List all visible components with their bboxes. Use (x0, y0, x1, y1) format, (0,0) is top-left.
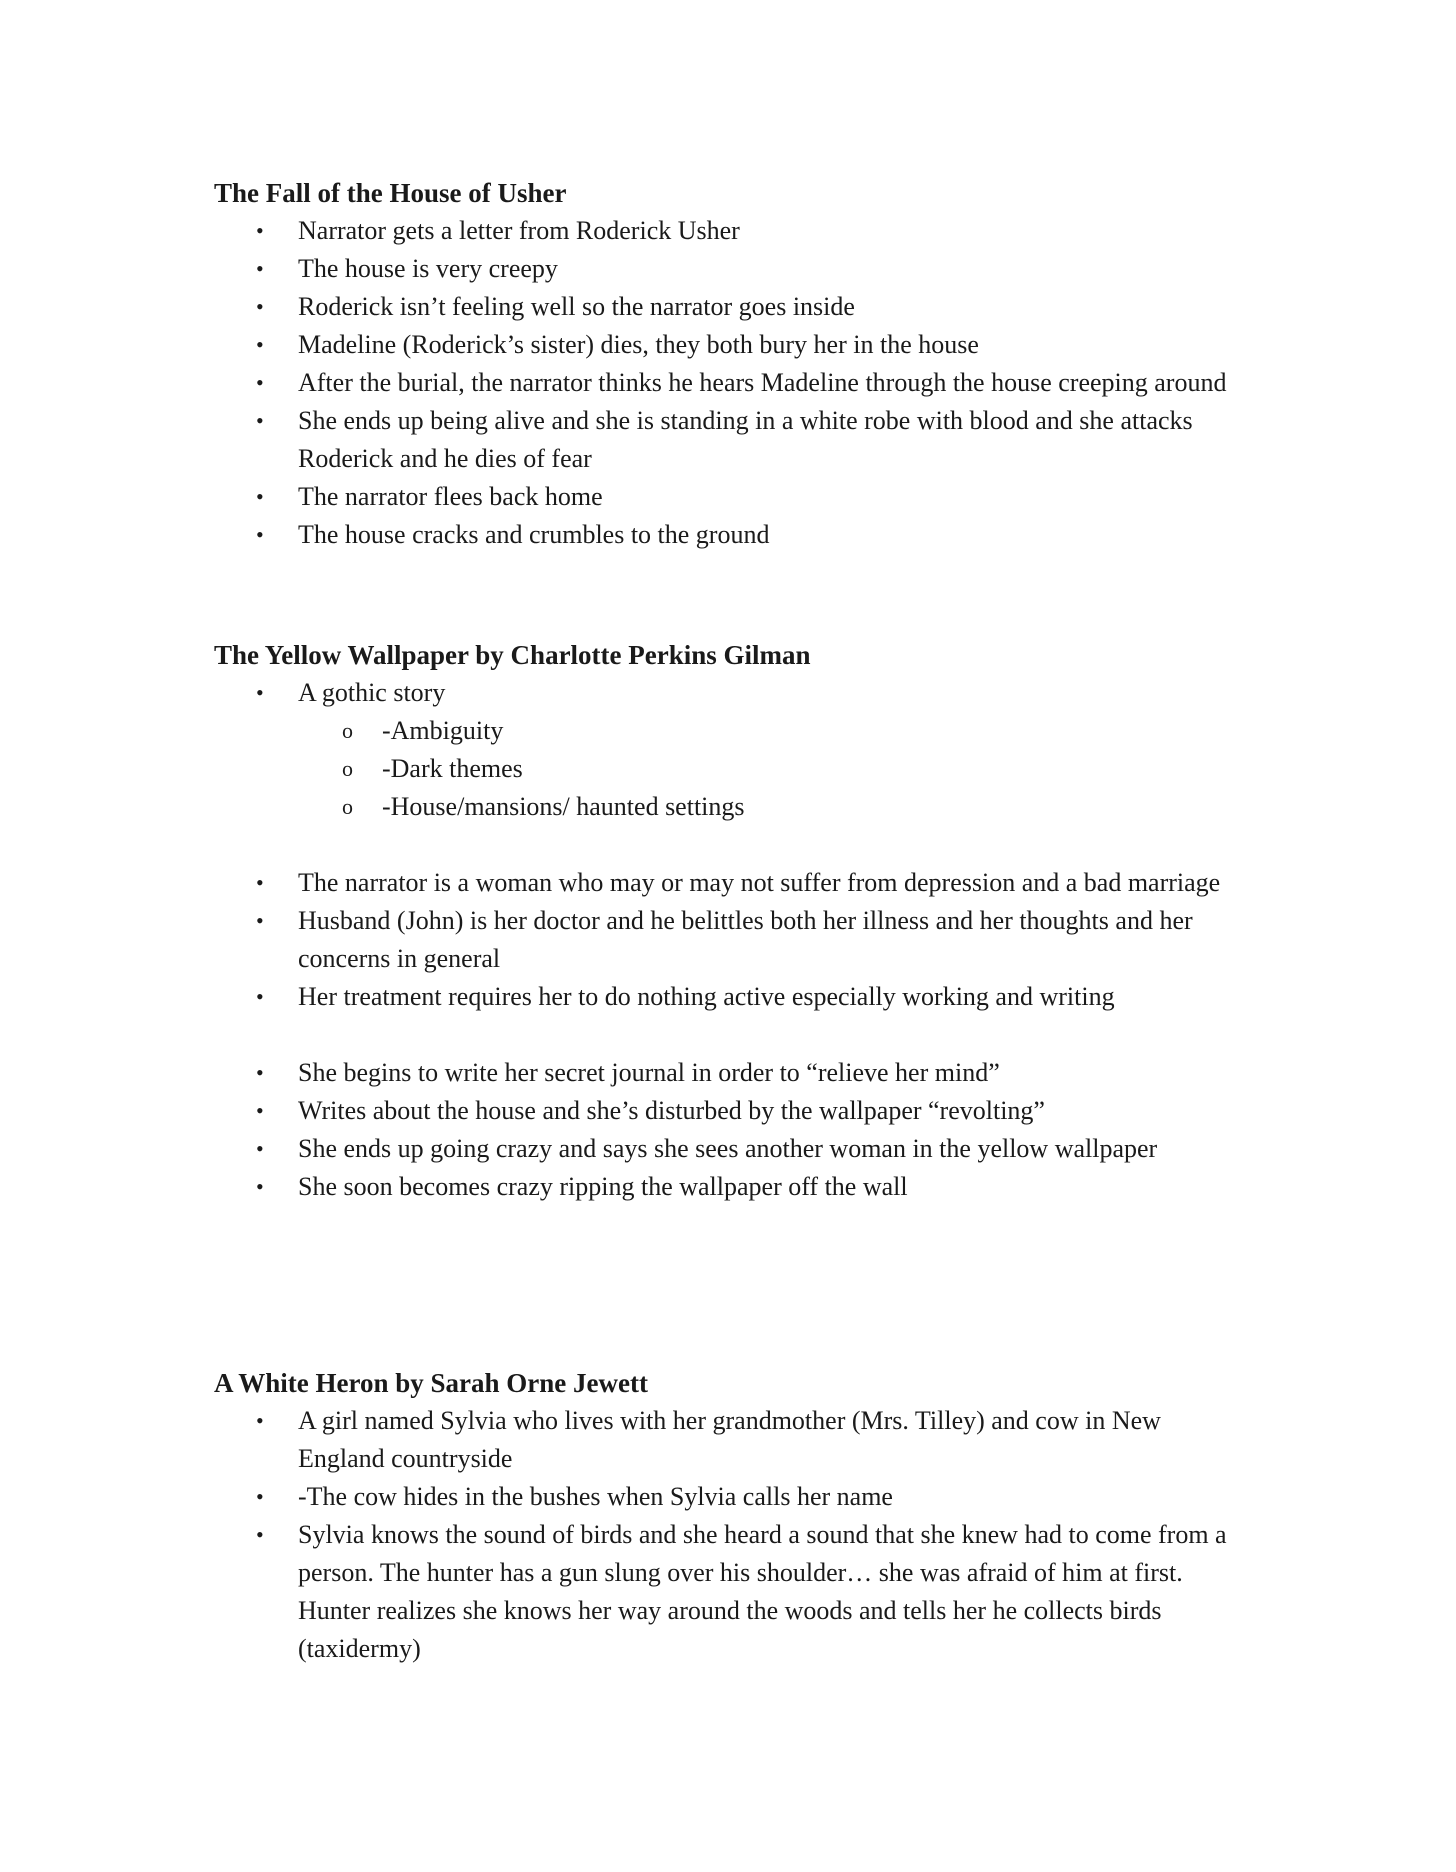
list-item (214, 864, 1254, 902)
list-item (214, 1168, 1254, 1206)
list-item (214, 1054, 1254, 1092)
list-item (214, 326, 1254, 364)
spacer (214, 1016, 1254, 1054)
bullet-icon: • (256, 332, 264, 357)
list-item-text: She soon becomes crazy ripping the wallpaper off the wall (298, 1172, 908, 1201)
bullet-list (214, 212, 1254, 554)
list-item (214, 212, 1254, 250)
bullet-icon: • (256, 870, 264, 895)
section-heading: The Fall of the House of Usher (214, 178, 567, 208)
list-item-text: Her treatment requires her to do nothing active especially working and writing (298, 982, 1115, 1011)
bullet-icon: • (256, 484, 264, 509)
bullet-list (214, 1054, 1254, 1206)
list-item (214, 250, 1254, 288)
section-heading: A White Heron by Sarah Orne Jewett (214, 1368, 648, 1398)
sub-list-item (214, 788, 1254, 826)
bullet-icon: • (256, 370, 264, 395)
bullet-icon: • (256, 256, 264, 281)
bullet-icon: • (256, 984, 264, 1009)
bullet-list (214, 1402, 1254, 1668)
section-white-heron (214, 1364, 1254, 1668)
sub-list (214, 712, 1254, 826)
list-item (214, 902, 1254, 978)
bullet-icon: • (256, 218, 264, 243)
list-item-text: After the burial, the narrator thinks he hears Madeline through the house creeping around (298, 368, 1227, 397)
list-item-text: The narrator flees back home (298, 482, 603, 511)
list-item (214, 1478, 1254, 1516)
list-item-text: She ends up going crazy and says she sees another woman in the yellow wallpaper (298, 1134, 1158, 1163)
bullet-icon: • (256, 1136, 264, 1161)
section-heading: The Yellow Wallpaper by Charlotte Perkins Gilman (214, 640, 811, 670)
bullet-icon: • (256, 680, 264, 705)
list-item-text: The house cracks and crumbles to the ground (298, 520, 770, 549)
circle-bullet-icon: o (342, 756, 353, 781)
list-item-text: -The cow hides in the bushes when Sylvia calls her name (298, 1482, 893, 1511)
list-item (214, 674, 1254, 712)
section-yellow-wallpaper (214, 636, 1254, 1206)
list-item-text: A girl named Sylvia who lives with her grandmother (Mrs. Tilley) and cow in New England countryside (298, 1406, 1161, 1473)
list-item-text: Husband (John) is her doctor and he belittles both her illness and her thoughts and her concerns in general (298, 906, 1193, 973)
list-item (214, 402, 1254, 478)
bullet-icon: • (256, 1522, 264, 1547)
circle-bullet-icon: o (342, 718, 353, 743)
list-item-text: The house is very creepy (298, 254, 558, 283)
sub-list-item-text: -Ambiguity (382, 716, 504, 745)
list-item-text: She begins to write her secret journal in order to “relieve her mind” (298, 1058, 1000, 1087)
bullet-icon: • (256, 1174, 264, 1199)
list-item-text: Narrator gets a letter from Roderick Usher (298, 216, 740, 245)
bullet-icon: • (256, 1060, 264, 1085)
list-item (214, 288, 1254, 326)
sub-list-item-text: -Dark themes (382, 754, 523, 783)
circle-bullet-icon: o (342, 794, 353, 819)
bullet-list (214, 864, 1254, 1016)
list-item-text: Writes about the house and she’s disturbed by the wallpaper “revolting” (298, 1096, 1045, 1125)
list-item (214, 1130, 1254, 1168)
list-item-text: The narrator is a woman who may or may not suffer from depression and a bad marriage (298, 868, 1221, 897)
sub-list-item (214, 750, 1254, 788)
bullet-icon: • (256, 408, 264, 433)
bullet-icon: • (256, 1098, 264, 1123)
list-item-text: She ends up being alive and she is standing in a white robe with blood and she attacks Roderick and he dies of fear (298, 406, 1193, 473)
bullet-icon: • (256, 1408, 264, 1433)
bullet-icon: • (256, 522, 264, 547)
list-item-text: Madeline (Roderick’s sister) dies, they both bury her in the house (298, 330, 979, 359)
list-item (214, 1092, 1254, 1130)
list-item-text: A gothic story (298, 678, 446, 707)
list-item (214, 516, 1254, 554)
bullet-icon: • (256, 908, 264, 933)
section-house-of-usher (214, 174, 1254, 554)
list-item-text: Roderick isn’t feeling well so the narrator goes inside (298, 292, 855, 321)
bullet-icon: • (256, 1484, 264, 1509)
bullet-icon: • (256, 294, 264, 319)
list-item (214, 978, 1254, 1016)
list-item (214, 1516, 1254, 1668)
sub-list-item (214, 712, 1254, 750)
list-item (214, 364, 1254, 402)
bullet-list (214, 674, 1254, 712)
list-item-text: Sylvia knows the sound of birds and she heard a sound that she knew had to come from a person. The hunter has a gun slung over his shoulder… she was afraid of him at first. Hunter realizes she knows her way around the woods and tells her he collects birds (taxidermy) (298, 1520, 1227, 1663)
list-item (214, 1402, 1254, 1478)
sub-list-item-text: -House/mansions/ haunted settings (382, 792, 745, 821)
spacer (214, 826, 1254, 864)
list-item (214, 478, 1254, 516)
